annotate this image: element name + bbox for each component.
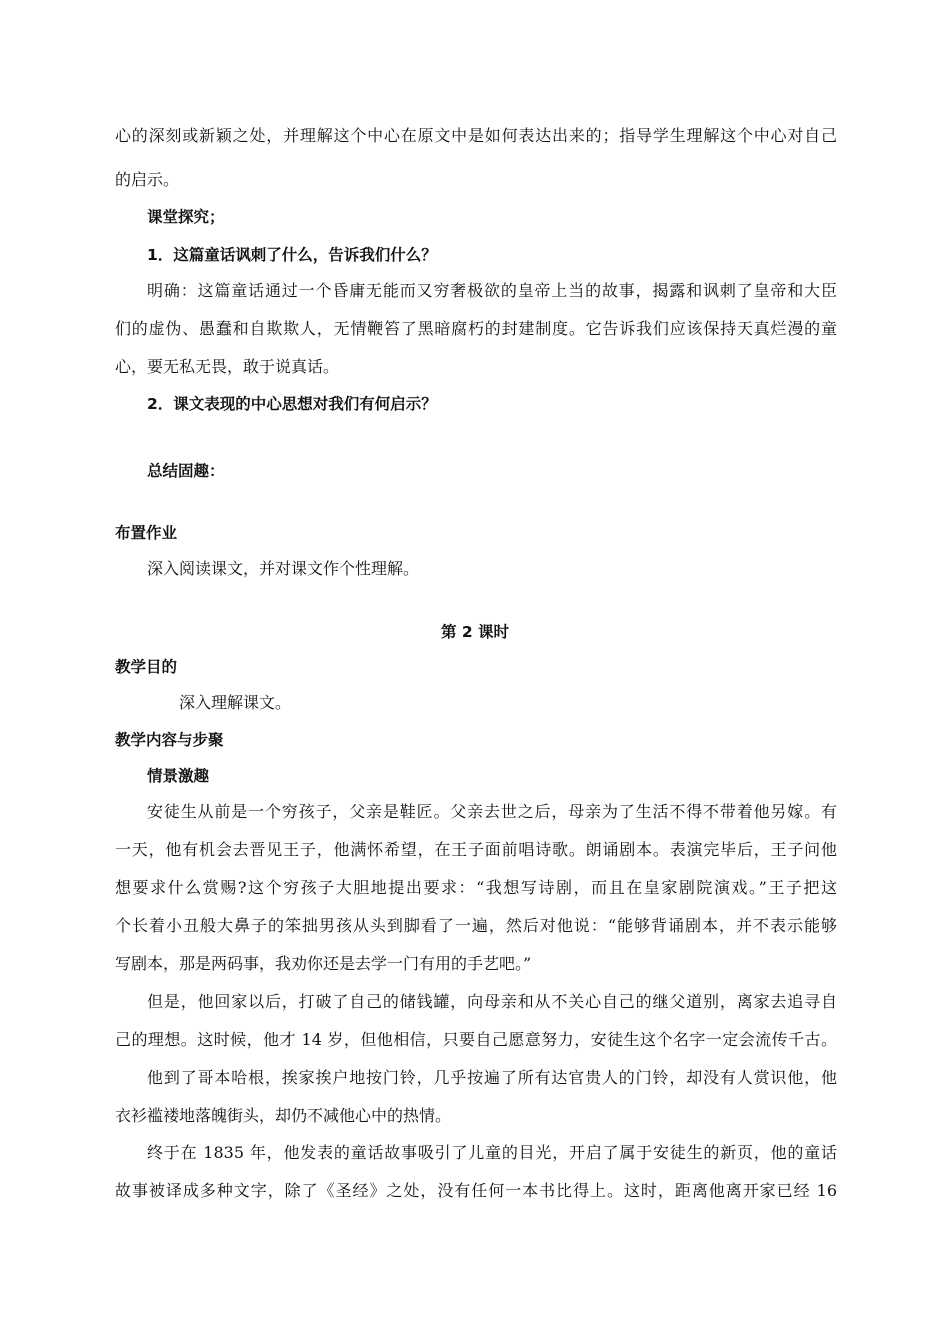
text-line: 写剧本，那是两码事，我劝你还是去学一门有用的手艺吧。” xyxy=(115,954,532,973)
text-line: 的启示。 xyxy=(115,170,180,189)
text-line: 安徒生从前是一个穷孩子，父亲是鞋匠。父亲去世之后，母亲为了生活不得不带着他另嫁。有 xyxy=(147,802,837,821)
section-heading: 布置作业 xyxy=(115,524,178,542)
section-heading: 教学内容与步聚 xyxy=(115,731,224,749)
text-line: 心的深刻或新颖之处，并理解这个中心在原文中是如何表达出来的；指导学生理解这个中心对自己 xyxy=(115,126,837,145)
text-line: 想要求什么赏赐?这个穷孩子大胆地提出要求：“我想写诗剧，而且在皇家剧院演戏。”王子把这 xyxy=(115,878,837,897)
question-heading: 1．这篇童话讽刺了什么，告诉我们什么？ xyxy=(147,246,437,264)
text-line: 己的理想。这时候，他才 14 岁，但他相信，只要自己愿意努力，安徒生这个名字一定会流传千古。 xyxy=(115,1030,837,1049)
text-line: 们的虚伪、愚蠢和自欺欺人，无情鞭笞了黑暗腐朽的封建制度。它告诉我们应该保持天真烂漫的童 xyxy=(115,319,837,338)
section-heading: 课堂探究； xyxy=(147,208,225,226)
text-line: 深入理解课文。 xyxy=(179,693,292,712)
text-line: 明确：这篇童话通过一个昏庸无能而又穷奢极欲的皇帝上当的故事，揭露和讽刺了皇帝和大臣 xyxy=(147,281,837,300)
text-line: 但是，他回家以后，打破了自己的储钱罐，向母亲和从不关心自己的继父道别，离家去追寻自 xyxy=(147,992,837,1011)
text-line: 心，要无私无畏，敢于说真话。 xyxy=(115,357,340,376)
text-line: 衣衫褴褛地落魄街头，却仍不减他心中的热情。 xyxy=(115,1106,452,1125)
text-line: 故事被译成多种文字，除了《圣经》之处，没有任何一本书比得上。这时，距离他离开家已经 16 xyxy=(115,1181,837,1200)
section-heading: 教学目的 xyxy=(115,658,178,676)
text-line: 一天，他有机会去晋见王子，他满怀希望，在王子面前唱诗歌。朗诵剧本。表演完毕后，王子问他 xyxy=(115,840,837,859)
text-line: 深入阅读课文，并对课文作个性理解。 xyxy=(147,559,420,578)
lesson-title: 第 2 课时 xyxy=(440,623,510,641)
section-heading: 总结固趣： xyxy=(147,462,225,480)
section-heading: 情景激趣 xyxy=(147,767,210,785)
text-line: 他到了哥本哈根，挨家挨户地按门铃，几乎按遍了所有达官贵人的门铃，却没有人赏识他，他 xyxy=(147,1068,837,1087)
text-line: 终于在 1835 年，他发表的童话故事吸引了儿童的目光，开启了属于安徒生的新页，他的童话 xyxy=(147,1143,837,1162)
question-heading: 2．课文表现的中心思想对我们有何启示？ xyxy=(147,395,437,413)
text-line: 个长着小丑般大鼻子的笨拙男孩从头到脚看了一遍，然后对他说：“能够背诵剧本，并不表示能够 xyxy=(115,916,837,935)
